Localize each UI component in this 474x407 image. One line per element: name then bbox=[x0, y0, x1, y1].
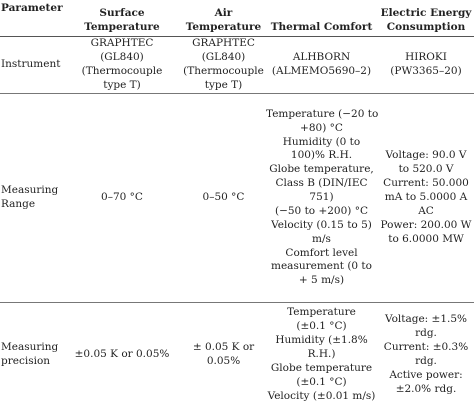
cell-line: rdg. bbox=[379, 355, 473, 369]
cell-instrument-surface-temperature bbox=[62, 37, 182, 94]
cell-line: to 6.0000 MW bbox=[379, 233, 473, 247]
cell-line: + 5 m/s) bbox=[266, 274, 377, 288]
cell-line: Humidity (0 to bbox=[266, 136, 377, 150]
cell-precision-surface-temperature bbox=[62, 303, 182, 407]
cell-line: Voltage: ±1.5% bbox=[379, 313, 473, 327]
cell-line: to 520.0 V bbox=[379, 163, 473, 177]
cell-line: ± 0.05 K or bbox=[183, 341, 264, 355]
cell-line: (ALMEMO5690–2) bbox=[266, 65, 377, 79]
cell-line: Air bbox=[183, 7, 264, 21]
cell-line: GRAPHTEC bbox=[63, 37, 181, 51]
cell-line: Globe temperature, bbox=[266, 163, 377, 177]
cell-precision-air-temperature bbox=[182, 303, 265, 407]
cell-line: Consumption bbox=[379, 21, 473, 35]
row-label-measuring-precision bbox=[0, 303, 62, 407]
cell-precision-electric-energy bbox=[378, 303, 474, 407]
cell-line: Temperature bbox=[183, 21, 264, 35]
cell-line: 100)% R.H. bbox=[266, 149, 377, 163]
cell-line: 751) bbox=[266, 191, 377, 205]
cell-line: Range bbox=[1, 198, 61, 212]
cell-line: (Thermocouple bbox=[63, 65, 181, 79]
cell-line: Thermal Comfort bbox=[266, 21, 377, 35]
cell-line: +80) °C bbox=[266, 122, 377, 136]
cell-line: Current: 50.000 bbox=[379, 177, 473, 191]
cell-line: precision bbox=[1, 355, 61, 369]
cell-line: measurement (0 to bbox=[266, 260, 377, 274]
cell-line: (GL840) bbox=[183, 51, 264, 65]
cell-line: Temperature bbox=[63, 21, 181, 35]
cell-instrument-air-temperature bbox=[182, 37, 265, 94]
cell-line: (Thermocouple bbox=[183, 65, 264, 79]
cell-line: Active power: bbox=[379, 369, 473, 383]
cell-line: Parameter bbox=[1, 2, 61, 16]
cell-line: Class B (DIN/IEC bbox=[266, 177, 377, 191]
cell-line: Current: ±0.3% bbox=[379, 341, 473, 355]
header-parameter bbox=[0, 0, 62, 37]
header-electric-energy-consumption bbox=[378, 0, 474, 37]
cell-line: Velocity (0.15 to 5) bbox=[266, 219, 377, 233]
cell-line: ±0.05 K or 0.05% bbox=[63, 348, 181, 362]
cell-line: (±0.1 °C) bbox=[266, 320, 377, 334]
cell-line: (±0.1 °C) bbox=[266, 376, 377, 390]
cell-line: Power: 200.00 W bbox=[379, 219, 473, 233]
cell-line: HIROKI bbox=[379, 51, 473, 65]
cell-line: Velocity (±0.01 m/s) bbox=[266, 390, 377, 404]
cell-line: 0–70 °C bbox=[63, 191, 181, 205]
cell-precision-thermal-comfort bbox=[265, 303, 378, 407]
cell-line: Instrument bbox=[1, 58, 61, 72]
row-label-measuring-range bbox=[0, 94, 62, 303]
cell-line: Temperature bbox=[266, 306, 377, 320]
cell-line: type T) bbox=[183, 79, 264, 93]
cell-instrument-electric-energy bbox=[378, 37, 474, 94]
cell-line: Voltage: 90.0 V bbox=[379, 149, 473, 163]
table-row-instrument bbox=[0, 37, 474, 94]
cell-line: (−50 to +200) °C bbox=[266, 205, 377, 219]
cell-line: ±2.0% rdg. bbox=[379, 383, 473, 397]
cell-range-surface-temperature bbox=[62, 94, 182, 303]
header-row bbox=[0, 0, 474, 37]
table-row-measuring-precision bbox=[0, 303, 474, 407]
cell-line: rdg. bbox=[379, 327, 473, 341]
cell-line: Surface bbox=[63, 7, 181, 21]
cell-line: type T) bbox=[63, 79, 181, 93]
header-thermal-comfort bbox=[265, 0, 378, 37]
cell-line: 0.05% bbox=[183, 355, 264, 369]
row-label-instrument bbox=[0, 37, 62, 94]
cell-line: Comfort level bbox=[266, 247, 377, 261]
cell-line: Measuring bbox=[1, 184, 61, 198]
cell-line: Globe temperature bbox=[266, 362, 377, 376]
cell-range-thermal-comfort bbox=[265, 94, 378, 303]
cell-line: m/s bbox=[266, 233, 377, 247]
cell-range-air-temperature bbox=[182, 94, 265, 303]
cell-instrument-thermal-comfort bbox=[265, 37, 378, 94]
cell-line: Humidity (±1.8% bbox=[266, 334, 377, 348]
cell-line: mA to 5.0000 A bbox=[379, 191, 473, 205]
cell-range-electric-energy bbox=[378, 94, 474, 303]
cell-line: (GL840) bbox=[63, 51, 181, 65]
cell-line: (PW3365–20) bbox=[379, 65, 473, 79]
header-surface-temperature bbox=[62, 0, 182, 37]
cell-line: ALHBORN bbox=[266, 51, 377, 65]
cell-line: Measuring bbox=[1, 341, 61, 355]
cell-line: GRAPHTEC bbox=[183, 37, 264, 51]
cell-line: Temperature (−20 to bbox=[266, 108, 377, 122]
cell-line: R.H.) bbox=[266, 348, 377, 362]
header-air-temperature bbox=[182, 0, 265, 37]
cell-line: 0–50 °C bbox=[183, 191, 264, 205]
cell-line: AC bbox=[379, 205, 473, 219]
cell-line: Electric Energy bbox=[379, 7, 473, 21]
table-row-measuring-range bbox=[0, 94, 474, 303]
